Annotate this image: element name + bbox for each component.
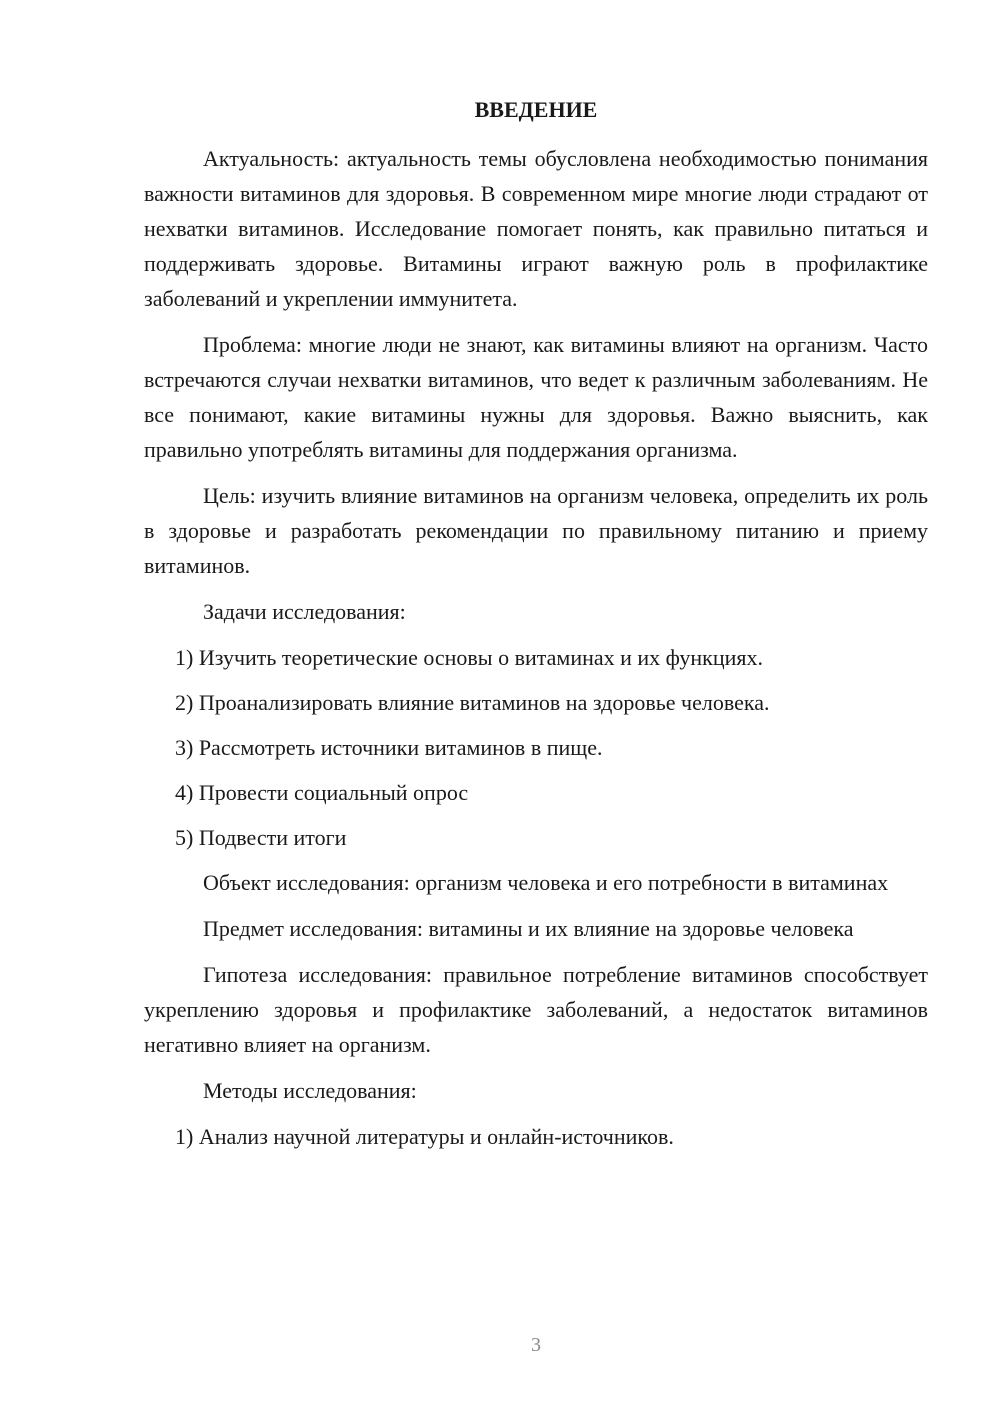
methods-heading: Методы исследования: [203,1078,417,1103]
list-item: 5) Подвести итоги [175,825,347,850]
relevance-paragraph: Актуальность: актуальность темы обусловлена необходимостью понимания важности витаминов для здоровья. В современном мире многие люди страдают от нехватки витаминов. Исследование помогает понять, как правильно питаться и поддерживать здоровье. Витамины играют важную роль в профилактике заболеваний и укреплении иммунитета. [144,146,928,311]
methods-list [144,1119,928,1154]
list-item: 3) Рассмотреть источники витаминов в пище. [175,735,603,760]
list-item: 4) Провести социальный опрос [175,780,469,805]
tasks-list [144,640,928,855]
goal-paragraph: Цель: изучить влияние витаминов на организм человека, определить их роль в здоровье и разработать рекомендации по правильному питанию и приему витаминов. [144,483,928,578]
tasks-heading: Задачи исследования: [203,599,406,624]
object-paragraph: Объект исследования: организм человека и его потребности в витаминах [203,870,889,895]
list-item: 2) Проанализировать влияние витаминов на здоровье человека. [175,690,770,715]
list-item: 1) Анализ научной литературы и онлайн-источников. [175,1124,674,1149]
list-item: 1) Изучить теоретические основы о витаминах и их функциях. [175,645,764,670]
document-page [144,92,928,1164]
page-number: 3 [531,1334,541,1356]
section-title: ВВЕДЕНИЕ [474,97,598,122]
subject-paragraph: Предмет исследования: витамины и их влияние на здоровье человека [203,916,854,941]
hypothesis-paragraph: Гипотеза исследования: правильное потребление витаминов способствует укреплению здоровья и профилактике заболеваний, а недостаток витаминов негативно влияет на организм. [144,962,928,1057]
problem-paragraph: Проблема: многие люди не знают, как витамины влияют на организм. Часто встречаются случаи нехватки витаминов, что ведет к различным заболеваниям. Не все понимают, какие витамины нужны для здоровья. Важно выяснить, как правильно употреблять витамины для поддержания организма. [144,332,928,462]
